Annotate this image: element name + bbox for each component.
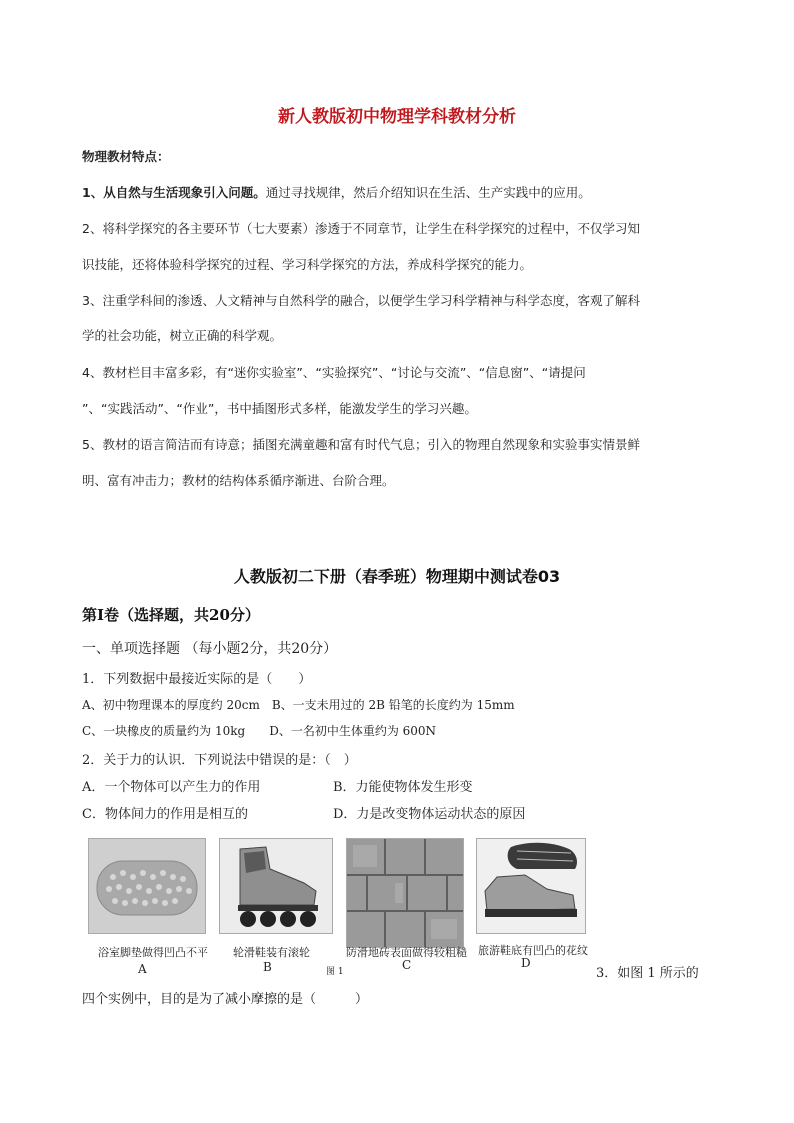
paragraph-2-line-1: 2、将科学探究的各主要环节（七大要素）渗透于不同章节，让学生在科学探究的过程中，不仅学习知: [82, 221, 640, 236]
figure-letter-c: C: [402, 958, 412, 972]
paragraph-4-line-1: 4、教材栏目丰富多彩，有“迷你实验室”、“实验探究”、“讨论与交流”、“信息窗”、“请提问: [82, 365, 586, 380]
paragraph-3-line-2: 学的社会功能，树立正确的科学观。: [82, 328, 283, 343]
figure-caption-c: 防滑地砖表面做得较粗糙: [346, 946, 467, 959]
exam-title: 人教版初二下册（春季班）物理期中测试卷03: [233, 567, 561, 586]
question-3-continued: 四个实例中，目的是为了减小摩擦的是（ ）: [82, 992, 369, 1007]
question-2: 2．关于力的认识．下列说法中错误的是：（ ）: [82, 753, 357, 768]
paragraph-2-line-2: 识技能，还将体验科学探究的过程、学习科学探究的方法，养成科学探究的能力。: [82, 257, 533, 272]
paragraph-5-line-1: 5、教材的语言简洁而有诗意；插图充满童趣和富有时代气息；引入的物理自然现象和实验事实情景鲜: [82, 437, 640, 452]
anti-slip-tile-photo: [346, 838, 464, 948]
paragraph-1-lead: 1、从自然与生活现象引入问题。: [82, 185, 266, 200]
paragraph-5-line-2: 明、富有冲击力；教材的结构体系循序渐进、台阶合理。: [82, 473, 395, 488]
section-heading: 物理教材特点：: [82, 149, 170, 164]
roller-skate-photo: [219, 838, 333, 934]
figure-caption-d: 旅游鞋底有凹凸的花纹: [478, 944, 588, 957]
question-2-option-c: C．物体间力的作用是相互的: [82, 807, 248, 822]
bath-mat-photo: [88, 838, 206, 934]
question-3-start: 3．如图 1 所示的: [596, 966, 699, 981]
question-1-options-cd: C、一块橡皮的质量约为 10kg D、一名初中生体重约为 600N: [82, 724, 437, 738]
question-part-heading: 一、单项选择题 （每小题2分，共20分）: [82, 641, 338, 657]
figure-label: 图 1: [326, 967, 344, 977]
paragraph-3-line-1: 3、注重学科间的渗透、人文精神与自然科学的融合，以便学生学习科学精神与科学态度，客观了解科: [82, 293, 640, 308]
question-2-option-b: B．力能使物体发生形变: [333, 780, 473, 795]
figure-letter-d: D: [521, 956, 531, 970]
question-1-options-ab: A、初中物理课本的厚度约 20cm B、一支未用过的 2B 铅笔的长度约为 15mm: [82, 698, 515, 712]
figure-caption-a: 浴室脚垫做得凹凸不平: [98, 946, 208, 959]
sneaker-photo: [476, 838, 586, 934]
document-title: 新人教版初中物理学科教材分析: [278, 107, 516, 127]
exam-section-title: 第Ⅰ卷（选择题，共20分）: [82, 606, 260, 624]
question-2-option-d: D．力是改变物体运动状态的原因: [333, 807, 526, 822]
paragraph-4-line-2: ”、“实践活动”、“作业”，书中插图形式多样，能激发学生的学习兴趣。: [82, 401, 477, 416]
paragraph-1: [82, 184, 591, 202]
figure-letter-b: B: [263, 960, 272, 974]
paragraph-1-text: 通过寻找规律，然后介绍知识在生活、生产实践中的应用。: [265, 185, 591, 200]
question-2-option-a: A．一个物体可以产生力的作用: [82, 780, 261, 795]
figure-caption-b: 轮滑鞋装有滚轮: [233, 946, 310, 959]
figure-letter-a: A: [138, 962, 147, 976]
question-1: 1．下列数据中最接近实际的是（ ）: [82, 672, 312, 687]
